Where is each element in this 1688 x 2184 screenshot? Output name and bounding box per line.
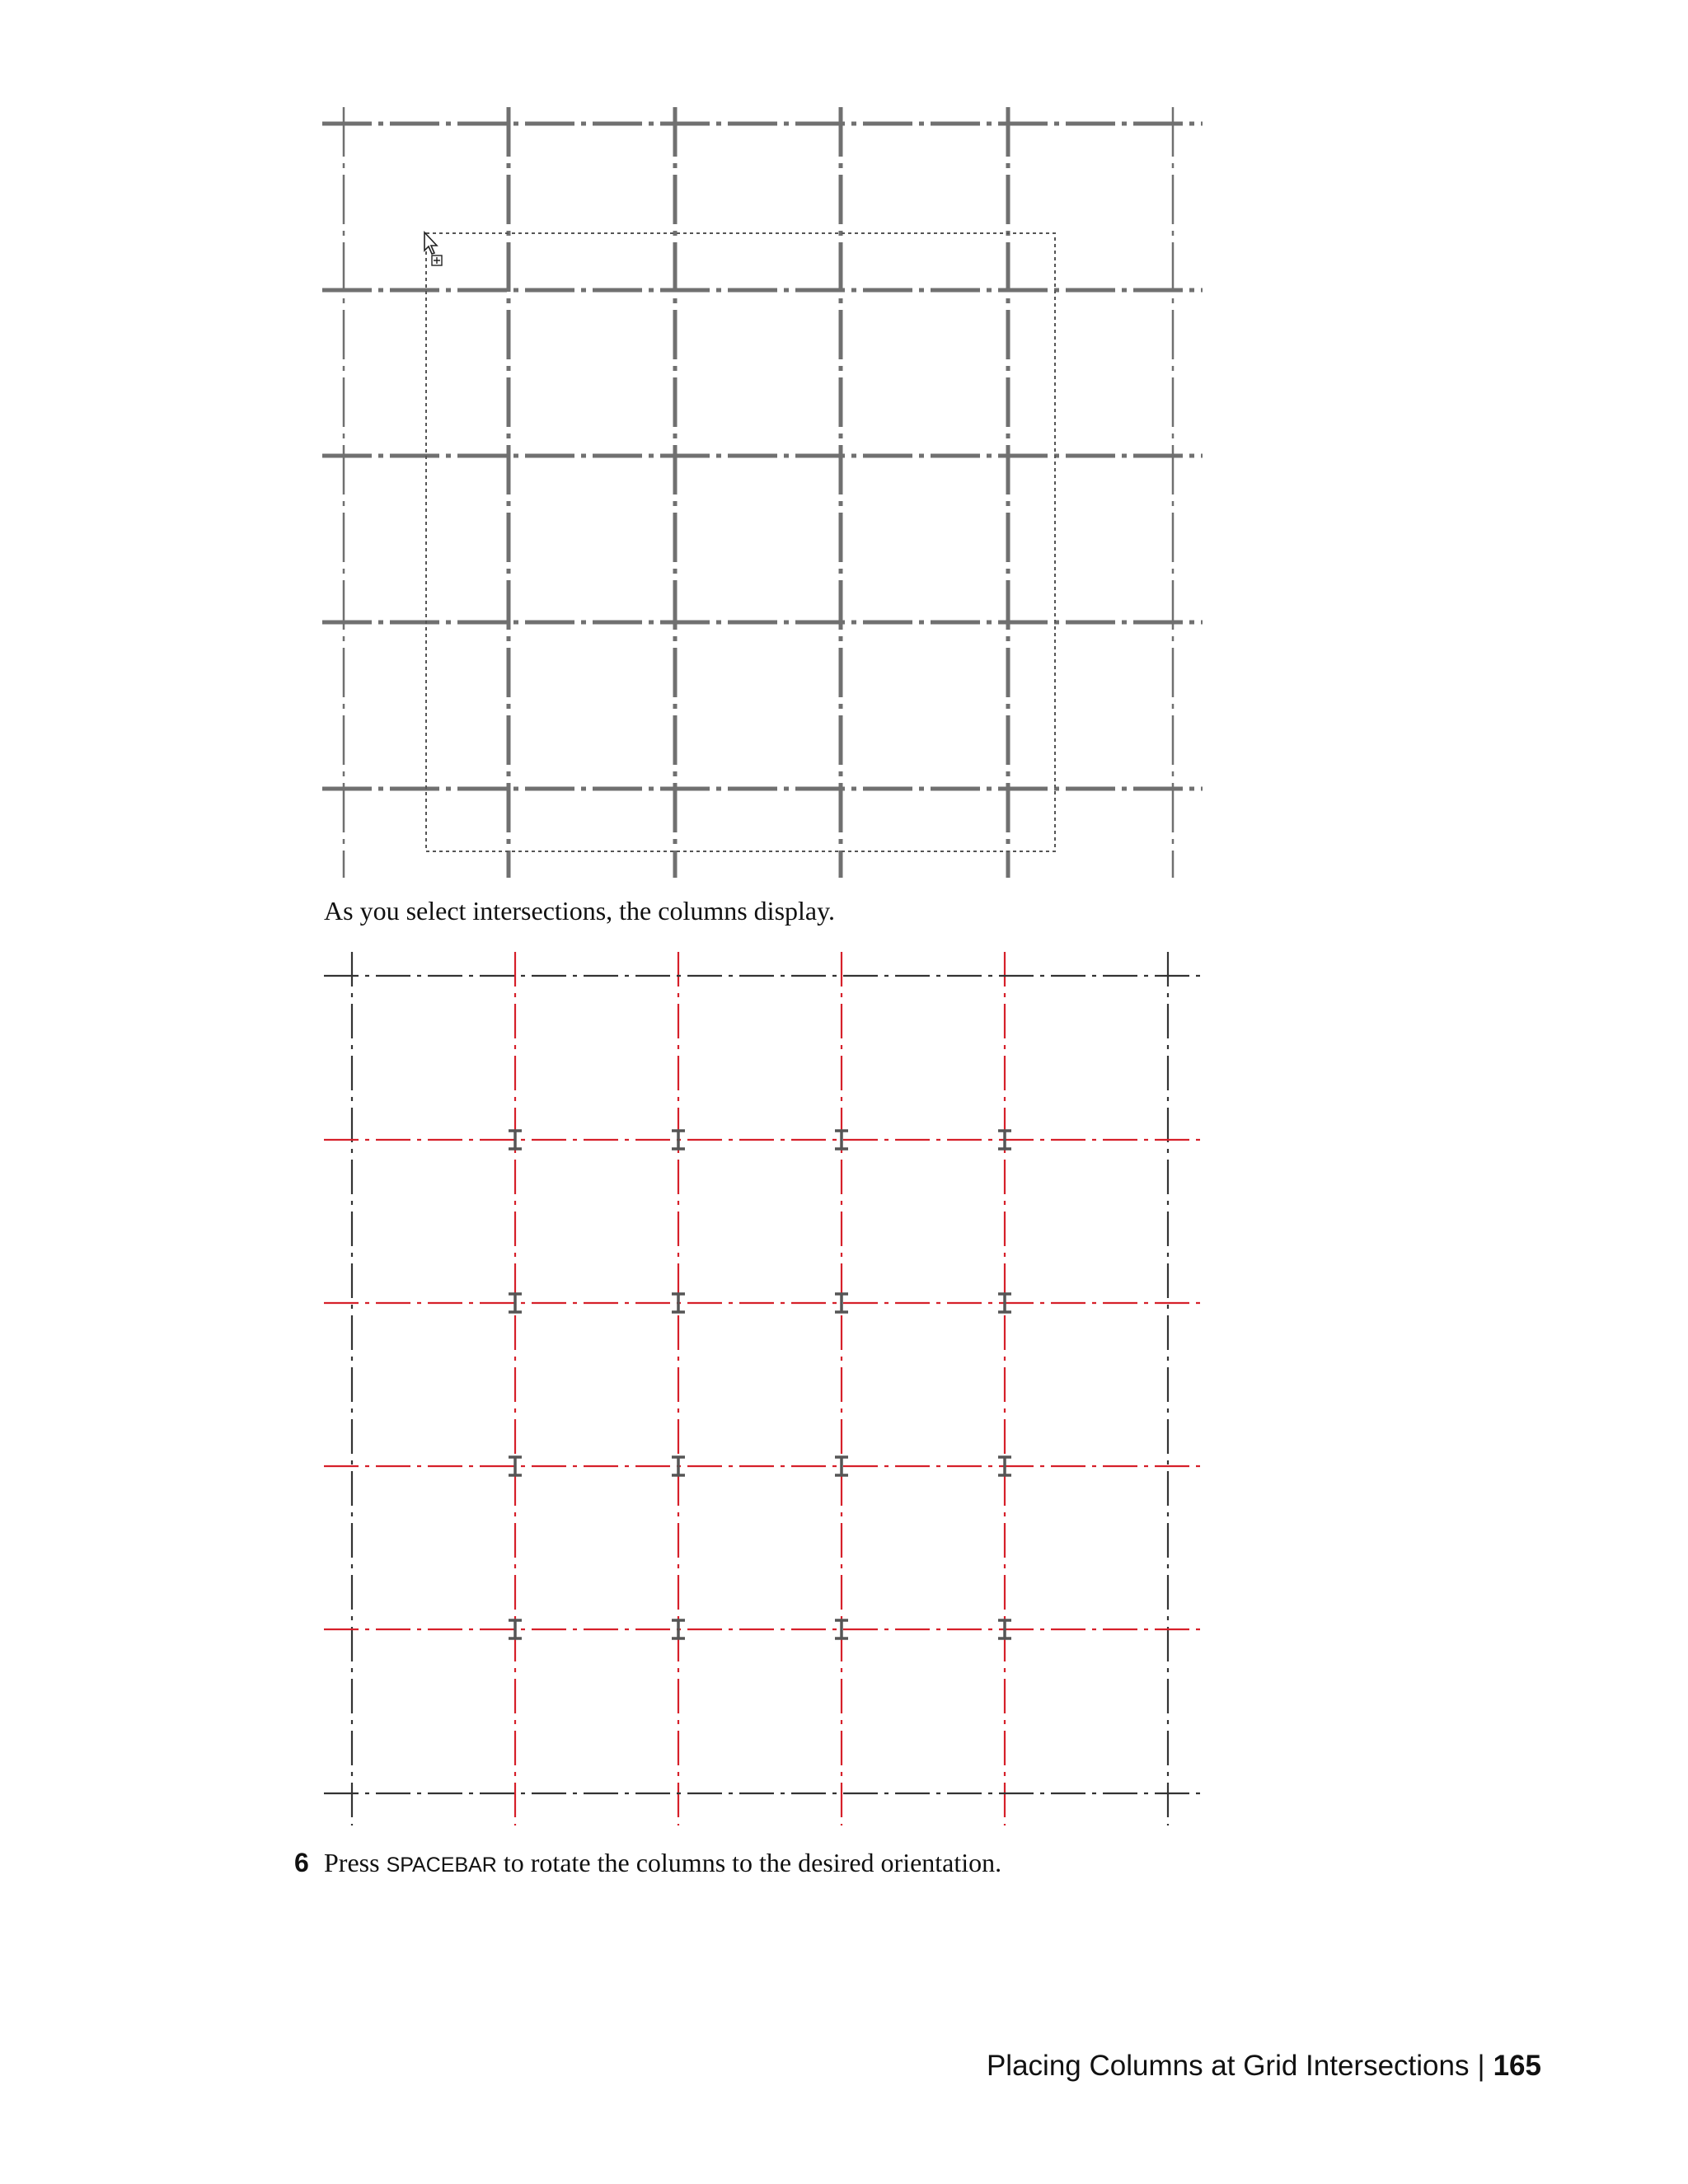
page-number: 165 bbox=[1493, 2050, 1541, 2082]
grid-selection-figure bbox=[317, 107, 1207, 882]
i-beam-column-icon bbox=[672, 1294, 685, 1312]
page-footer bbox=[987, 2048, 1541, 2084]
spacebar-key: SPACEBAR bbox=[386, 1854, 497, 1877]
step-text-after: to rotate the columns to the desired orientation. bbox=[496, 1848, 1002, 1877]
columns-placed-figure bbox=[317, 952, 1207, 1830]
pointer-add-cursor-icon bbox=[424, 232, 442, 265]
grid-lines bbox=[322, 107, 1203, 878]
i-beam-column-icon bbox=[672, 1131, 685, 1149]
selection-window bbox=[426, 233, 1055, 851]
grid-lines bbox=[324, 952, 1201, 1825]
step-text-before: Press bbox=[324, 1848, 387, 1877]
section-title: Placing Columns at Grid Intersections bbox=[986, 2050, 1470, 2082]
figure-caption: As you select intersections, the columns display. bbox=[324, 896, 836, 926]
column-markers bbox=[509, 1131, 1011, 1638]
instruction-step bbox=[294, 1846, 1001, 1882]
i-beam-column-icon bbox=[672, 1620, 685, 1638]
footer-separator: | bbox=[1477, 2050, 1485, 2082]
i-beam-column-icon bbox=[672, 1457, 685, 1475]
step-number: 6 bbox=[294, 1848, 309, 1877]
